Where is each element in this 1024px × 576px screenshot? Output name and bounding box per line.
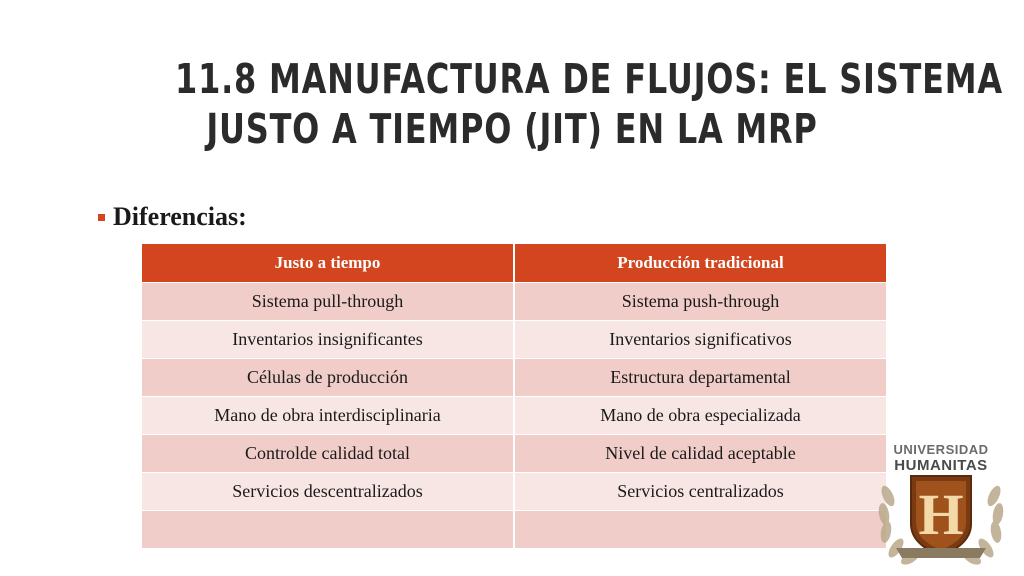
bullet-text: Diferencias:	[113, 202, 247, 231]
table-header-row	[142, 244, 886, 282]
square-bullet-icon	[98, 214, 105, 221]
logo-line-2: HUMANITAS	[894, 457, 988, 474]
table-cell: Nivel de calidad aceptable	[514, 434, 886, 472]
slide-title-line-1: 11.8 MANUFACTURA DE FLUJOS: EL SISTEMA	[175, 55, 1003, 103]
table-row	[142, 358, 886, 396]
table-row	[142, 472, 886, 510]
slide-title	[175, 54, 1003, 154]
table-cell	[514, 510, 886, 548]
table-cell: Servicios descentralizados	[142, 472, 514, 510]
table-cell: Mano de obra interdisciplinaria	[142, 396, 514, 434]
table-cell: Células de producción	[142, 358, 514, 396]
table-row-empty	[142, 510, 886, 548]
bullet-item	[98, 202, 247, 232]
header-cell-traditional: Producción tradicional	[514, 244, 886, 282]
table-cell: Sistema pull-through	[142, 282, 514, 320]
table-cell: Servicios centralizados	[514, 472, 886, 510]
table-row	[142, 434, 886, 472]
table-row	[142, 282, 886, 320]
table-cell: Mano de obra especializada	[514, 396, 886, 434]
header-cell-jit: Justo a tiempo	[142, 244, 514, 282]
table-cell: Sistema push-through	[514, 282, 886, 320]
table-cell: Inventarios significativos	[514, 320, 886, 358]
slide-title-line-2: JUSTO A TIEMPO (JIT) EN LA MRP	[206, 105, 818, 153]
table-row	[142, 396, 886, 434]
logo-line-1: UNIVERSIDAD	[893, 442, 989, 457]
comparison-table	[142, 244, 886, 549]
table-row	[142, 320, 886, 358]
table-cell	[142, 510, 514, 548]
table-cell: Controlde calidad total	[142, 434, 514, 472]
table-cell: Inventarios insignificantes	[142, 320, 514, 358]
table-cell: Estructura departamental	[514, 358, 886, 396]
university-logo	[866, 436, 1016, 570]
logo-monogram: H	[918, 482, 964, 547]
